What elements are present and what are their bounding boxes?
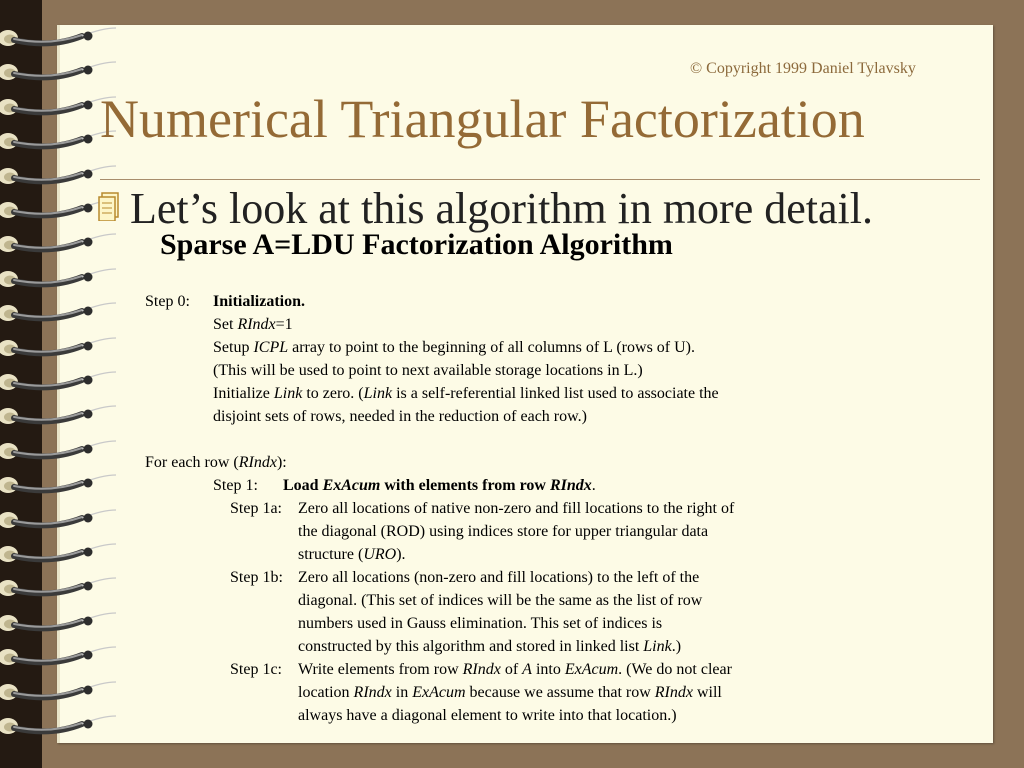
spiral-ring-icon	[0, 574, 120, 602]
title-divider	[100, 179, 980, 180]
text-run: Link	[273, 385, 303, 402]
text-run: constructed by this algorithm and stored in linked list	[298, 638, 644, 655]
text-run: structure (	[298, 546, 364, 563]
notepad-bullet-icon	[98, 184, 122, 214]
text-run: into	[531, 661, 565, 678]
text-run: diagonal. (This set of indices will be the same as the list of row	[298, 592, 703, 609]
spiral-ring-icon	[0, 643, 120, 671]
text-run: disjoint sets of rows, needed in the reduction of each row.)	[213, 408, 587, 425]
text-run: is a self-referential linked list used to associate the	[392, 385, 719, 402]
text-run: will	[692, 684, 722, 701]
spiral-ring-icon	[0, 506, 120, 534]
spiral-ring-icon	[0, 299, 120, 327]
step1b-row	[145, 566, 845, 589]
step1-label: Step 1:	[213, 477, 258, 494]
text-run: the diagonal (ROD) using indices store for upper triangular data	[298, 523, 709, 540]
spiral-ring-icon	[0, 368, 120, 396]
text-run: ExAcum	[412, 684, 466, 701]
text-run: RIndx	[549, 477, 592, 494]
step0-heading: Initialization.	[213, 293, 306, 310]
text-run: URO	[363, 546, 397, 563]
text-run: Zero all locations of native non-zero and fill locations to the right of	[298, 500, 735, 517]
step1c-line	[145, 704, 845, 727]
text-run: RIndx	[462, 661, 501, 678]
text-run: ).	[396, 546, 406, 563]
bullet-text: Let’s look at this algorithm in more detail.	[130, 184, 873, 233]
text-run: RIndx	[237, 316, 276, 333]
spiral-ring-icon	[0, 609, 120, 637]
spiral-ring-icon	[0, 712, 120, 740]
text-run: =1	[275, 316, 293, 333]
text-run: Setup	[213, 339, 254, 356]
text-run: with elements from row	[380, 477, 550, 494]
text-run: .	[591, 477, 596, 494]
text-run: of	[500, 661, 523, 678]
text-run: ExAcum	[564, 661, 619, 678]
text-run: A	[522, 661, 532, 678]
step0-line	[145, 336, 845, 359]
text-run: location	[298, 684, 354, 701]
step0-row	[145, 290, 845, 313]
step1b-line	[145, 612, 845, 635]
step0-line	[145, 382, 845, 405]
spiral-ring-icon	[0, 265, 120, 293]
text-run: Zero all locations (non-zero and fill locations) to the left of the	[298, 569, 700, 586]
step0-line	[145, 405, 845, 428]
slide-title: Numerical Triangular Factorization	[100, 89, 865, 149]
step1c-line	[145, 681, 845, 704]
step1a-line	[145, 520, 845, 543]
spiral-ring-icon	[0, 24, 120, 52]
spiral-ring-icon	[0, 471, 120, 499]
step1a-row	[145, 497, 845, 520]
step1b-label: Step 1b:	[230, 569, 283, 586]
spiral-ring-icon	[0, 540, 120, 568]
text-run: For each row (	[145, 454, 239, 471]
text-run: because we assume that row	[465, 684, 655, 701]
bullet-point	[98, 184, 873, 232]
step1a-line	[145, 543, 845, 566]
step1b-line	[145, 635, 845, 658]
foreach-row	[145, 451, 845, 474]
spiral-ring-icon	[0, 230, 120, 258]
text-run: Link	[643, 638, 672, 655]
spiral-ring-icon	[0, 437, 120, 465]
text-run: Link	[363, 385, 393, 402]
text-run: in	[391, 684, 413, 701]
text-run: .)	[671, 638, 682, 655]
text-run: RIndx	[353, 684, 392, 701]
copyright-notice: © Copyright 1999 Daniel Tylavsky	[690, 60, 916, 77]
text-run: Load	[283, 477, 323, 494]
step0-line	[145, 313, 845, 336]
spiral-ring-icon	[0, 678, 120, 706]
text-run: Set	[213, 316, 238, 333]
text-run: numbers used in Gauss elimination. This set of indices is	[298, 615, 663, 632]
text-run: Initialize	[213, 385, 274, 402]
step1-row	[145, 474, 845, 497]
text-run: RIndx	[654, 684, 693, 701]
text-run: RIndx	[238, 454, 277, 471]
text-run: always have a diagonal element to write into that location.)	[298, 707, 677, 724]
algorithm-body	[145, 290, 845, 727]
text-run: . (We do not clear	[618, 661, 732, 678]
spiral-ring-icon	[0, 58, 120, 86]
algorithm-title: Sparse A=LDU Factorization Algorithm	[160, 228, 673, 261]
text-run: array to point to the beginning of all columns of L (rows of U).	[288, 339, 695, 356]
text-run: ExAcum	[322, 477, 381, 494]
text-run: Write elements from row	[298, 661, 463, 678]
step1a-label: Step 1a:	[230, 500, 282, 517]
text-run: (This will be used to point to next available storage locations in L.)	[213, 362, 643, 379]
step0-label: Step 0:	[145, 293, 190, 310]
text-run: ):	[276, 454, 287, 471]
spiral-ring-icon	[0, 402, 120, 430]
step1c-row	[145, 658, 845, 681]
step0-line	[145, 359, 845, 382]
text-run: to zero. (	[302, 385, 364, 402]
text-run: ICPL	[253, 339, 289, 356]
step1b-line	[145, 589, 845, 612]
step1c-label: Step 1c:	[230, 661, 282, 678]
spiral-ring-icon	[0, 334, 120, 362]
